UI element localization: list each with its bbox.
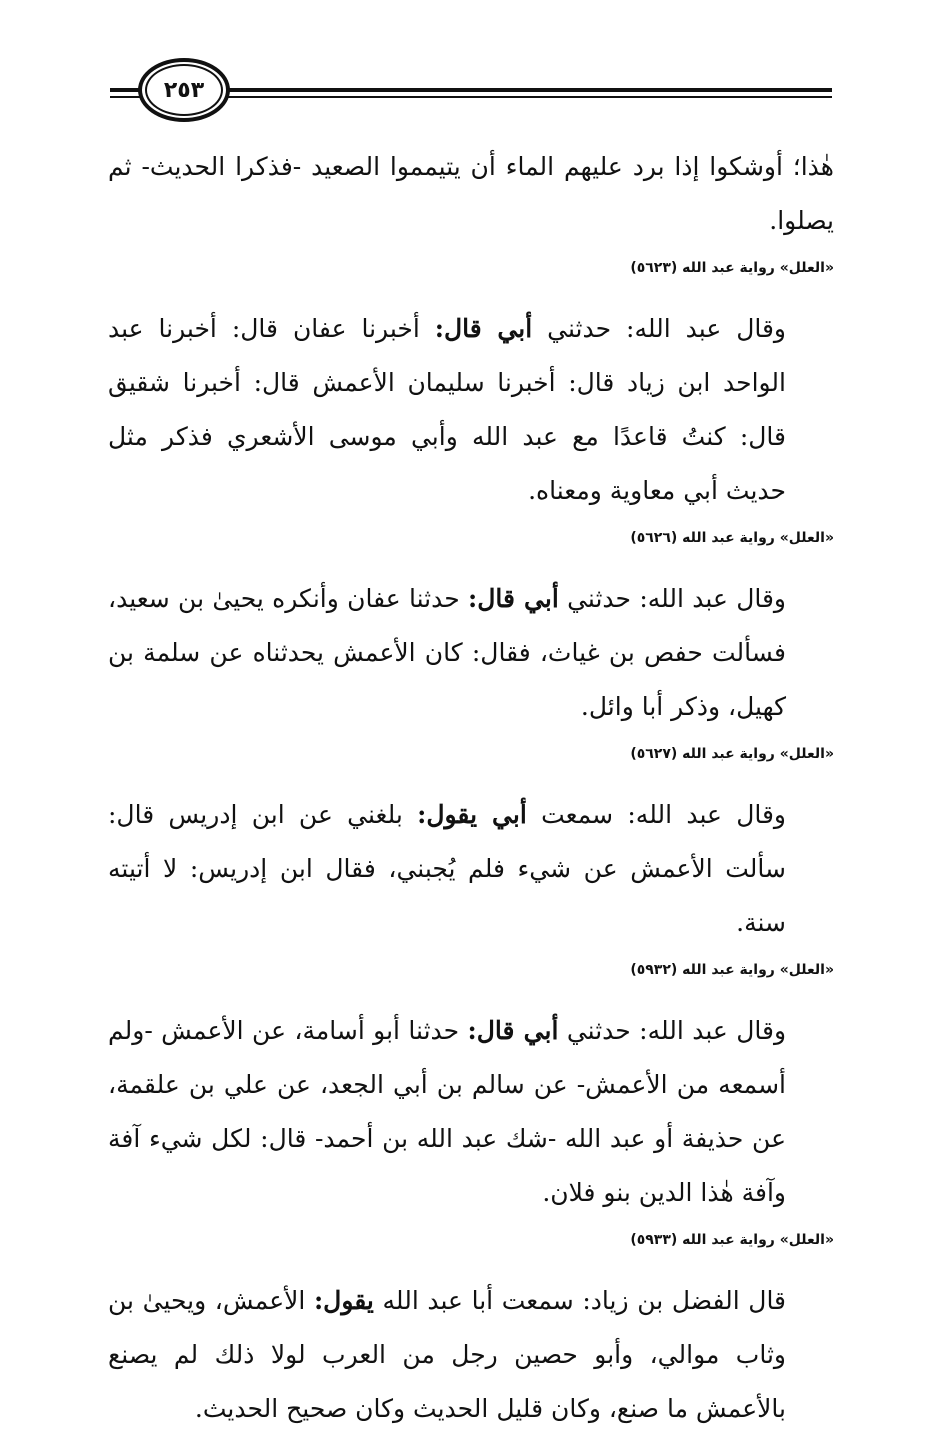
paragraph-text: وقال عبد الله: سمعت [541,800,787,829]
paragraph [108,788,834,950]
paragraph-bold-phrase: أبي قال: [468,584,559,613]
paragraph [108,1004,834,1220]
paragraph-bold-phrase: أبي قال: [434,314,533,343]
page-number: ٢٥٣ [163,77,205,103]
paragraph-bold-phrase: يقول: [313,1286,374,1315]
paragraph-text: قال الفضل بن زياد: سمعت أبا عبد الله [382,1286,787,1315]
citation-reference: «العلل» رواية عبد الله (٥٦٢٧) [630,746,834,762]
paragraph-text: وقال عبد الله: حدثني [567,584,786,613]
paragraph-text: بلغني عن ابن إدريس قال: سألت الأعمش عن شيء فلم يُجبني، فقال ابن إدريس: لا أتيته سنة. [108,800,786,937]
paragraph-text: حدثنا أبو أسامة، عن الأعمش -ولم أسمعه من الأعمش- عن سالم بن أبي الجعد، عن علي بن علقمة، عن حذيفة أو عبد الله -شك عبد الله بن أحمد- قال: لكل شيء آفة وآفة هٰذا الدين بنو فلان. [108,1016,786,1207]
paragraph [108,572,834,734]
paragraph [108,302,834,518]
paragraph-text: أخبرنا عفان قال: أخبرنا عبد الواحد ابن زياد قال: أخبرنا سليمان الأعمش قال: أخبرنا شقيق قال: كنتُ قاعدًا مع عبد الله وأبي موسى الأشعري فذكر مثل حديث أبي معاوية ومعناه. [108,314,786,505]
page-body [108,140,834,1436]
paragraph-bold-phrase: أبي يقول: [417,800,527,829]
paragraph-continuation: هٰذا؛ أوشكوا إذا برد عليهم الماء أن يتيمموا الصعيد -فذكرا الحديث- ثم يصلوا. [108,152,834,235]
paragraph-text: الأعمش، ويحيىٰ بن وثاب موالي، وأبو حصين رجل من العرب لولا ذلك لم يصنع بالأعمش ما صنع، وكان قليل الحديث وكان صحيح الحديث. [108,1286,786,1423]
paragraph-text: وقال عبد الله: حدثني [566,1016,787,1045]
citation-reference: «العلل» رواية عبد الله (٥٦٢٣) [630,260,834,276]
paragraph-text: حدثنا عفان وأنكره يحيىٰ بن سعيد، فسألت حفص بن غياث، فقال: كان الأعمش يحدثناه عن سلمة بن كهيل، وذكر أبا وائل. [108,584,786,721]
citation-reference: «العلل» رواية عبد الله (٥٩٣٣) [630,1232,834,1248]
paragraph [108,1274,834,1436]
citation-reference: «العلل» رواية عبد الله (٥٩٣٢) [630,962,834,978]
paragraph-bold-phrase: أبي قال: [467,1016,559,1045]
page-header [110,58,832,138]
page-number-badge [138,58,230,122]
paragraph-text: وقال عبد الله: حدثني [547,314,787,343]
citation-reference: «العلل» رواية عبد الله (٥٦٢٦) [630,530,834,546]
